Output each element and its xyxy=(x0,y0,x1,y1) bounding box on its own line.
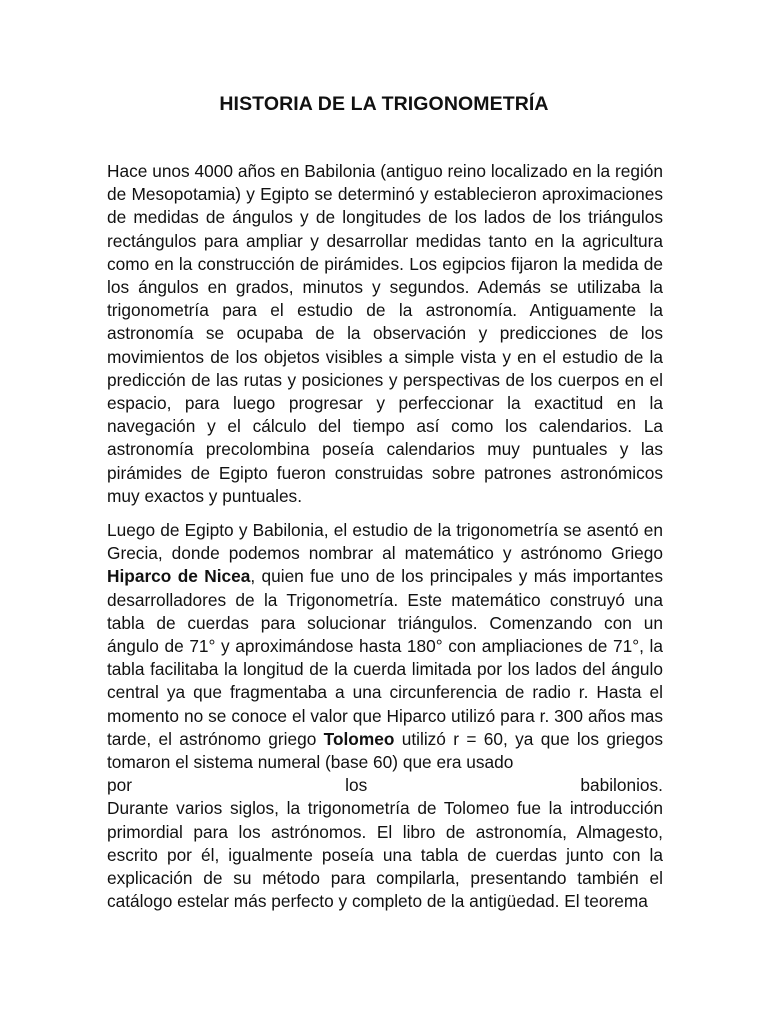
justified-line xyxy=(107,774,663,797)
document-body xyxy=(107,160,663,925)
name-tolomeo: Tolomeo xyxy=(323,728,395,749)
paragraph-babilonia-egipto: Hace unos 4000 años en Babilonia (antiguo reino localizado en la región de Mesopotamia) y Egipto se determinó y establecieron aproximaciones de medidas de ángulos y de longitudes de los lados de los triángulos rectángulos para ampliar y desarrollar medidas tanto en la agricultura como en la construcción de pirámides. Los egipcios fijaron la medida de los ángulos en grados, minutos y segundos. Además se utilizaba la trigonometría para el estudio de la astronomía. Antiguamente la astronomía se ocupaba de la observación y predicciones de los movimientos de los objetos visibles a simple vista y en el estudio de la predicción de las rutas y posiciones y perspectivas de los cuerpos en el espacio, para luego progresar y perfeccionar la exactitud en la navegación y el cálculo del tiempo así como los calendarios. La astronomía precolombina poseía calendarios muy puntuales y las pirámides de Egipto fueron construidas sobre patrones astronómicos muy exactos y puntuales. xyxy=(107,161,663,506)
word-los: los xyxy=(345,775,368,796)
paragraph-text: Luego de Egipto y Babilonia, el estudio de la trigonometría se asentó en Grecia, donde podemos nombrar al matemático y astrónomo Griego xyxy=(107,520,663,564)
paragraph-text: utilizó r = 60, ya que los griegos tomaron el sistema numeral (base 60) que era usado xyxy=(107,728,663,773)
name-hiparco: Hiparco de Nicea xyxy=(107,566,251,587)
document-title: HISTORIA DE LA TRIGONOMETRÍA xyxy=(219,93,549,115)
paragraph-text: Durante varios siglos, la trigonometría de Tolomeo fue la introducción primordial para los astrónomos. El libro de astronomía, Almagesto, escrito por él, igualmente poseía una tabla de cuerdas junto con la explicación de su método para compilarla, presentando también el catálogo estelar más perfecto y completo de la antigüedad. El teorema xyxy=(107,798,663,912)
word-por: por xyxy=(107,775,132,796)
word-babilonios: babilonios. xyxy=(580,775,663,796)
paragraph-text: , quien fue uno de los principales y más importantes desarrolladores de la Trigonometría. Este matemático construyó una tabla de cuerdas para solucionar triángulos. Comenzando con un ángulo de 71° y aproximándose hasta 180° con ampliaciones de 71°, la tabla facilitaba la longitud de la cuerda limitada por los lados del ángulo central ya que fragmentaba a una circunferencia de radio r. Hasta el momento no se conoce el valor que Hiparco utilizó para r. 300 años mas tarde, el astrónomo griego xyxy=(107,566,663,749)
paragraph-grecia xyxy=(107,519,663,913)
